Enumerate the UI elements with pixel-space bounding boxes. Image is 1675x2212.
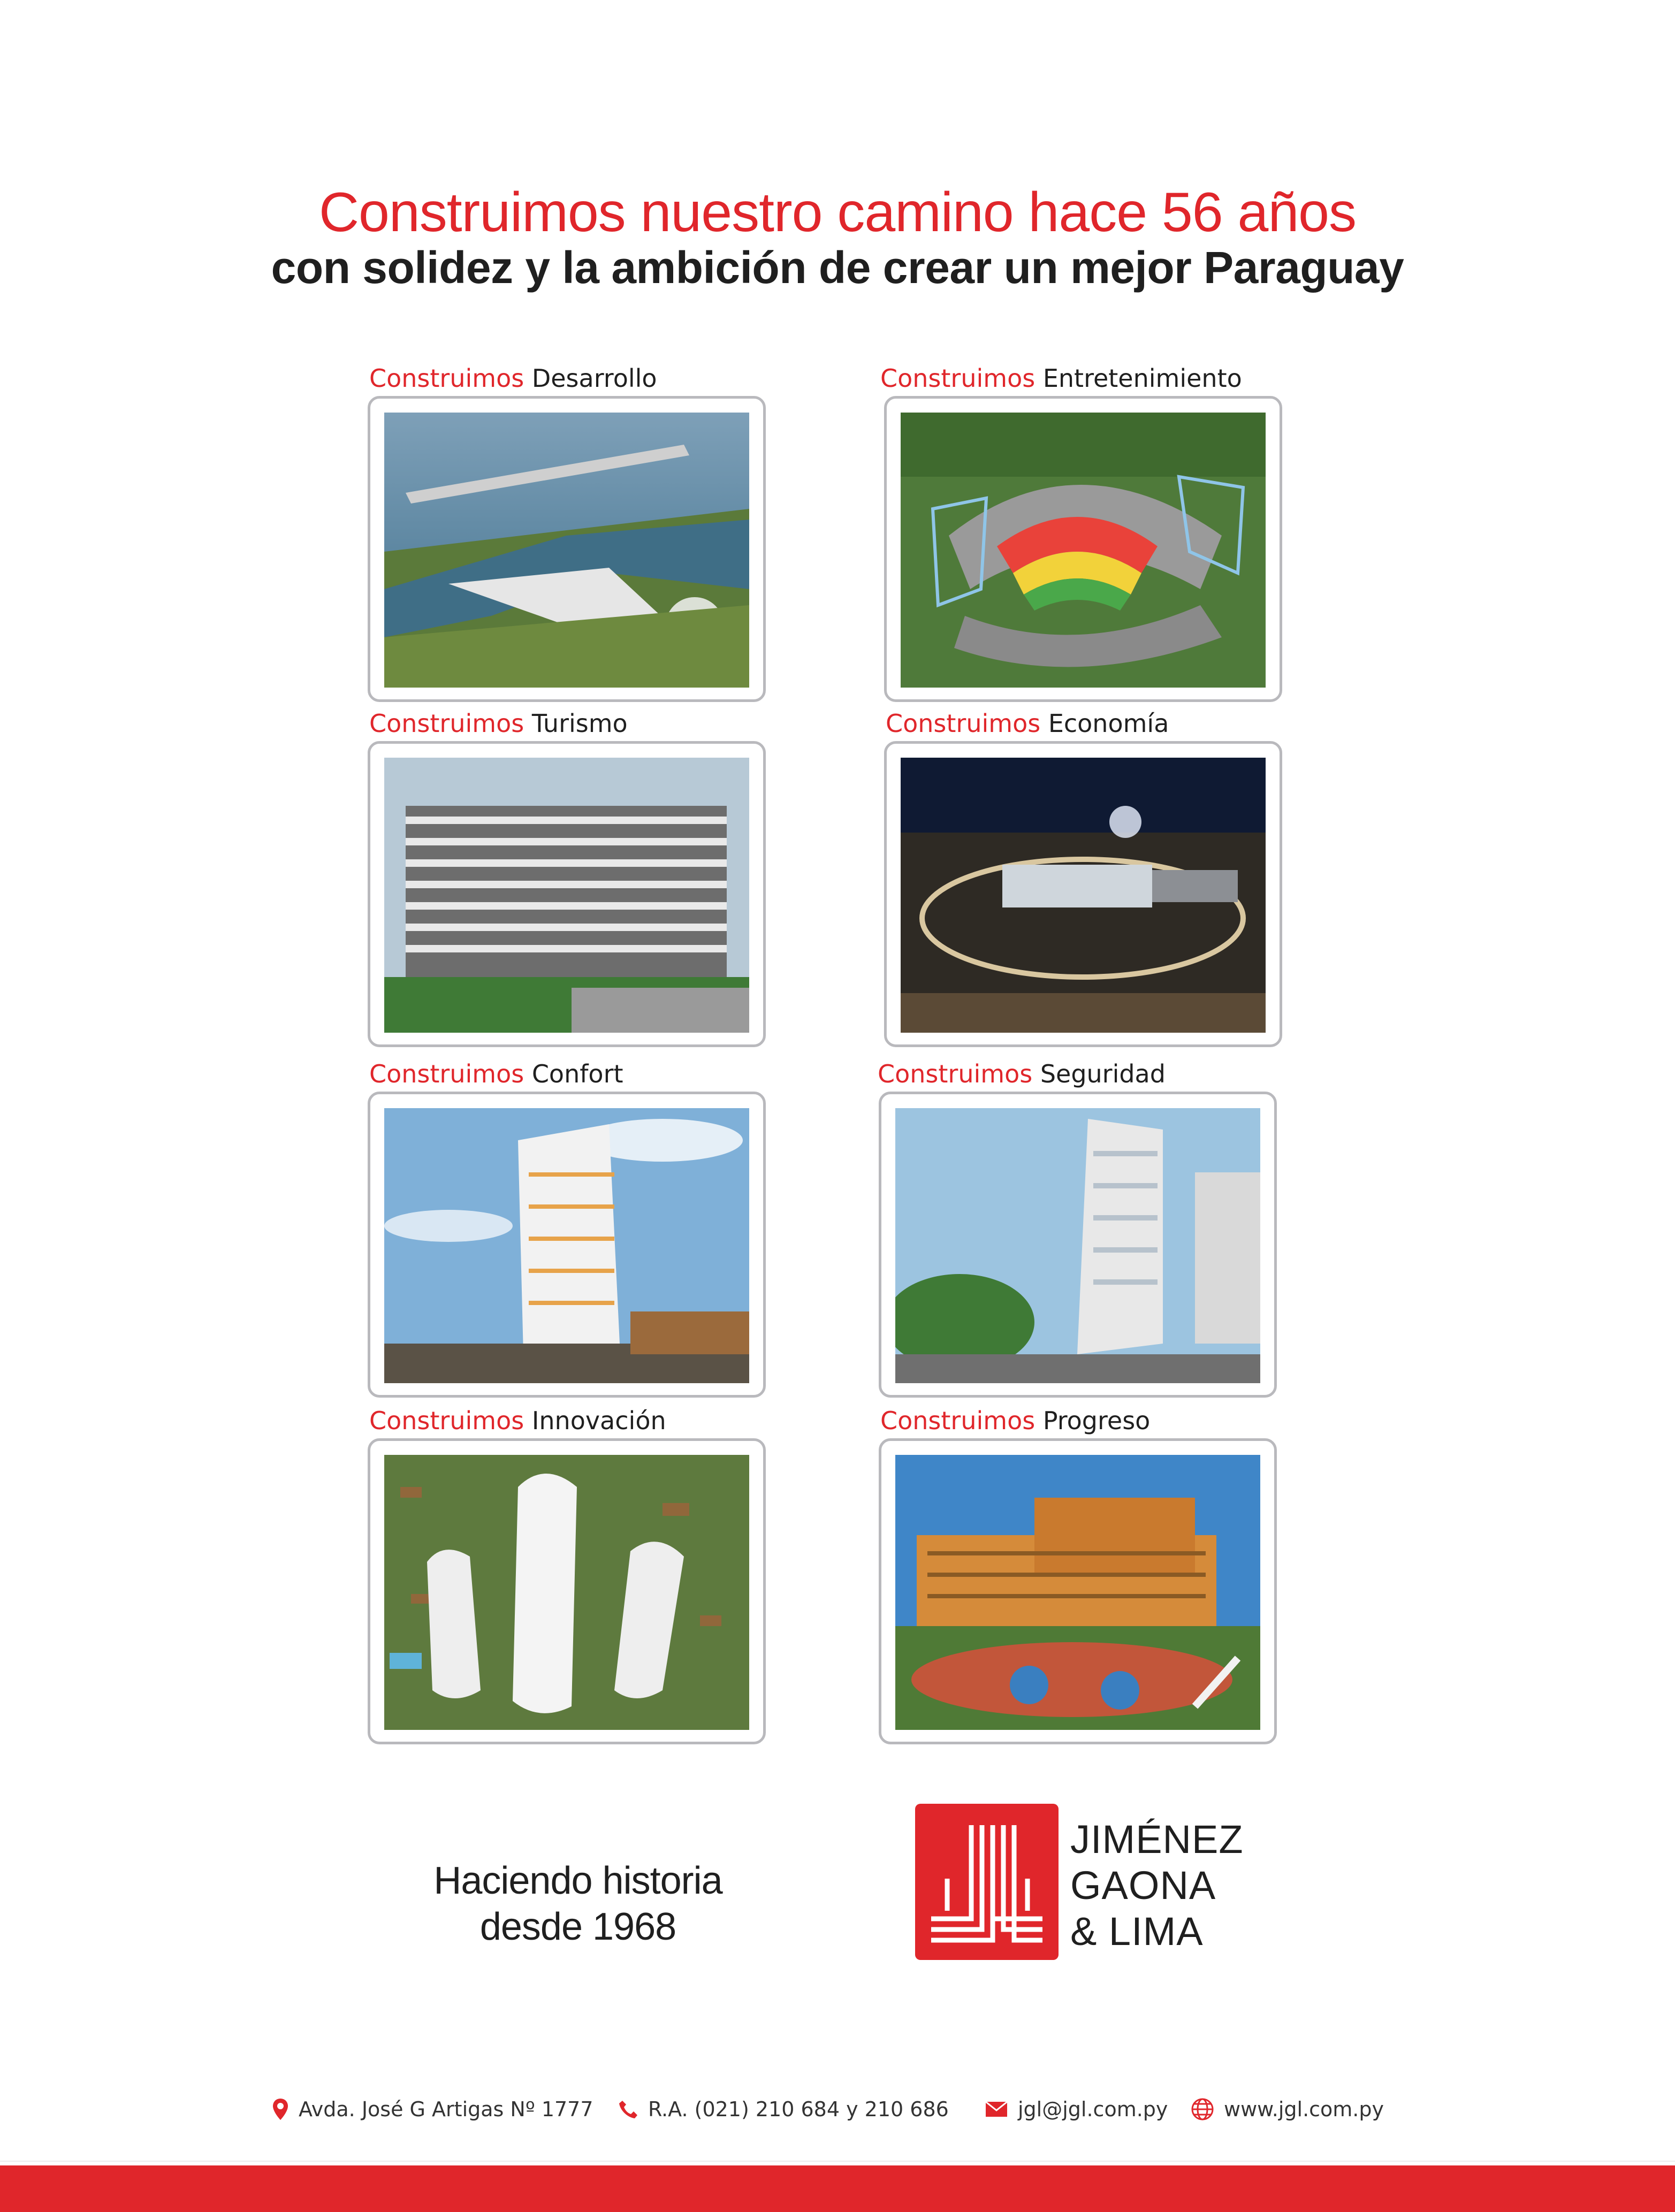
card-title: Innovación	[531, 1406, 666, 1435]
card-desarrollo	[368, 396, 766, 702]
card-entretenimiento	[884, 396, 1282, 702]
photo-residential-tower	[384, 1108, 749, 1383]
card-prefix: Construimos	[878, 1059, 1033, 1088]
card-turismo	[368, 741, 766, 1047]
company-logo-mark	[915, 1804, 1059, 1960]
footer-contacts	[0, 2097, 1675, 2130]
email-text: jgl@jgl.com.py	[1018, 2097, 1168, 2121]
photo-night-complex	[901, 758, 1266, 1033]
footer-divider	[0, 2161, 1675, 2162]
company-name-line1: JIMÉNEZ	[1070, 1817, 1244, 1862]
tagline-line2: desde 1968	[479, 1905, 676, 1948]
card-title: Progreso	[1042, 1406, 1151, 1435]
envelope-icon	[985, 2101, 1008, 2118]
footer-address	[272, 2097, 593, 2121]
company-name-line2: GAONA	[1070, 1863, 1216, 1908]
card-prefix: Construimos	[369, 1059, 524, 1088]
card-prefix: Construimos	[369, 1406, 524, 1435]
company-name-line3: & LIMA	[1070, 1909, 1204, 1954]
card-prefix: Construimos	[369, 709, 524, 738]
footer-phone[interactable]	[618, 2097, 949, 2121]
card-label-economia	[886, 709, 1169, 738]
photo-dam	[384, 413, 749, 688]
card-label-seguridad	[878, 1059, 1166, 1088]
phone-text: R.A. (021) 210 684 y 210 686	[648, 2097, 949, 2121]
card-seguridad	[879, 1092, 1277, 1398]
card-label-progreso	[880, 1406, 1150, 1435]
card-label-turismo	[369, 709, 628, 738]
card-label-confort	[369, 1059, 623, 1088]
card-title: Desarrollo	[531, 364, 657, 393]
page-subtitle: con solidez y la ambición de crear un mejor Paraguay	[271, 242, 1404, 293]
tagline-line1: Haciendo historia	[433, 1859, 722, 1902]
card-title: Economía	[1048, 709, 1169, 738]
card-economia	[884, 741, 1282, 1047]
address-text: Avda. José G Artigas Nº 1777	[299, 2097, 593, 2121]
phone-icon	[618, 2099, 638, 2119]
card-title: Entretenimiento	[1042, 364, 1242, 393]
card-label-entretenimiento	[880, 364, 1242, 393]
website-text: www.jgl.com.py	[1224, 2097, 1384, 2121]
jgl-monogram-icon	[915, 1804, 1059, 1960]
card-title: Seguridad	[1040, 1059, 1166, 1088]
company-name	[1070, 1817, 1244, 1955]
photo-hotel	[384, 758, 749, 1033]
footer-email[interactable]	[985, 2097, 1168, 2121]
photo-hospital-playground	[895, 1455, 1260, 1730]
card-prefix: Construimos	[886, 709, 1041, 738]
photo-amphitheater	[901, 413, 1266, 688]
card-title: Confort	[531, 1059, 623, 1088]
page-title: Construimos nuestro camino hace 56 años	[318, 181, 1357, 243]
card-prefix: Construimos	[880, 364, 1036, 393]
bottom-brand-bar	[0, 2165, 1675, 2212]
location-pin-icon	[272, 2097, 289, 2121]
card-prefix: Construimos	[369, 364, 524, 393]
footer-website[interactable]	[1191, 2097, 1384, 2121]
globe-icon	[1191, 2097, 1214, 2121]
tagline	[375, 1858, 781, 1950]
card-title: Turismo	[531, 709, 628, 738]
card-label-innovacion	[369, 1406, 666, 1435]
card-label-desarrollo	[369, 364, 657, 393]
card-progreso	[879, 1438, 1277, 1744]
card-confort	[368, 1092, 766, 1398]
card-innovacion	[368, 1438, 766, 1744]
card-prefix: Construimos	[880, 1406, 1036, 1435]
photo-office-tower	[895, 1108, 1260, 1383]
photo-three-towers	[384, 1455, 749, 1730]
